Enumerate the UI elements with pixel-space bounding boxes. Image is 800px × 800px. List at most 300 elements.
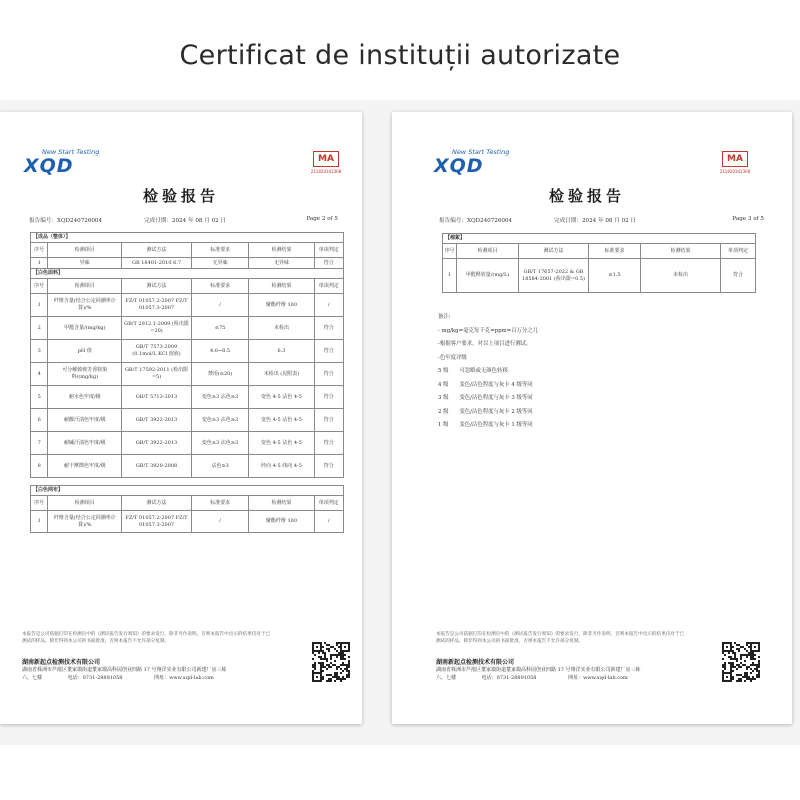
qr-module: [732, 678, 734, 680]
qr-module: [326, 648, 328, 650]
qr-module: [312, 672, 314, 674]
qr-module: [722, 664, 724, 666]
qr-module: [756, 674, 758, 676]
address-line: [436, 675, 641, 683]
qr-module: [330, 658, 332, 660]
qr-module: [326, 674, 328, 676]
qr-module: [756, 670, 758, 672]
table-cell: 聚酯纤维 100: [249, 294, 314, 317]
qr-module: [320, 674, 322, 676]
qr-module: [340, 650, 342, 652]
qr-module: [336, 642, 338, 644]
qr-module: [338, 642, 340, 644]
qr-module: [724, 650, 726, 652]
qr-module: [318, 642, 320, 644]
table-cell: 经向 4-5 纬向 4-5: [249, 455, 314, 478]
qr-module: [320, 676, 322, 678]
qr-module: [754, 658, 756, 660]
table-row: [31, 409, 344, 432]
qr-module: [744, 680, 746, 682]
table-cell: /: [314, 511, 343, 533]
qr-module: [756, 668, 758, 670]
table-cell: 3: [31, 340, 48, 363]
qr-module: [320, 670, 322, 672]
qr-module: [336, 674, 338, 676]
qr-module: [346, 670, 348, 672]
report-number: 报告编号：XQD240726004: [29, 218, 103, 224]
qr-module: [730, 646, 732, 648]
qr-module: [750, 646, 752, 648]
qr-module: [722, 658, 724, 660]
qr-module: [312, 678, 314, 680]
qr-module: [342, 652, 344, 654]
column-header: 检测项目: [48, 279, 122, 294]
logo-tagline: New Start Testing: [42, 148, 100, 156]
qr-module: [748, 646, 750, 648]
qr-module: [348, 642, 350, 644]
table-cell: 变色≥3 沾色≥3: [191, 409, 249, 432]
qr-module: [722, 670, 724, 672]
qr-module: [740, 656, 742, 658]
qr-module: [750, 642, 752, 644]
qr-module: [320, 646, 322, 648]
qr-module: [334, 660, 336, 662]
note-line: 4 级 变色/沾色程度与灰卡 4 级等同: [438, 381, 533, 388]
report-page-2: [0, 112, 362, 724]
qr-module: [340, 672, 342, 674]
table-cell: /: [314, 294, 343, 317]
qr-module: [738, 644, 740, 646]
qr-module: [334, 648, 336, 650]
qr-module: [734, 652, 736, 654]
qr-module: [320, 664, 322, 666]
qr-module: [744, 648, 746, 650]
qr-module: [330, 674, 332, 676]
qr-module: [730, 680, 732, 682]
qr-module: [336, 650, 338, 652]
qr-module: [348, 676, 350, 678]
qr-module: [338, 646, 340, 648]
qr-module: [348, 650, 350, 652]
report-number: 报告编号：XQD240726004: [439, 218, 513, 224]
table-row: [31, 294, 344, 317]
qr-module: [338, 676, 340, 678]
qr-module: [326, 680, 328, 682]
qr-module: [316, 672, 318, 674]
header-row: [31, 279, 344, 294]
company-name: 湖南新起点检测技术有限公司: [22, 659, 101, 666]
qr-module: [324, 654, 326, 656]
qr-module: [312, 648, 314, 650]
qr-module: [348, 646, 350, 648]
qr-module: [320, 642, 322, 644]
qr-module: [348, 670, 350, 672]
table-cell: ≤1.5: [589, 259, 641, 293]
qr-module: [730, 664, 732, 666]
qr-module: [750, 678, 752, 680]
qr-module: [732, 664, 734, 666]
qr-module: [724, 664, 726, 666]
qr-code-icon: [312, 642, 350, 682]
qr-module: [754, 654, 756, 656]
qr-module: [344, 642, 346, 644]
qr-module: [724, 680, 726, 682]
qr-module: [334, 672, 336, 674]
qr-module: [322, 678, 324, 680]
note-line: 1 级 变色/沾色程度与灰卡 1 级等同: [438, 422, 533, 428]
qr-module: [752, 678, 754, 680]
footer-disclaimer: [436, 632, 684, 645]
spacer-row: [31, 478, 344, 486]
qr-module: [728, 642, 730, 644]
qr-module: [748, 666, 750, 668]
qr-module: [330, 654, 332, 656]
qr-module: [346, 676, 348, 678]
qr-module: [346, 650, 348, 652]
qr-module: [738, 674, 740, 676]
section-title-row: [31, 486, 344, 496]
qr-module: [346, 666, 348, 668]
column-header: 检测项目: [48, 496, 122, 511]
qr-code-icon: [722, 642, 760, 682]
table-cell: 2: [31, 317, 48, 340]
qr-module: [742, 676, 744, 678]
table-cell: 符合: [314, 432, 343, 455]
qr-module: [740, 678, 742, 680]
column-header: 标准要求: [191, 243, 249, 258]
table-cell: 符合: [314, 258, 343, 269]
table-cell: GB/T 3922-2013: [122, 409, 192, 432]
qr-module: [336, 656, 338, 658]
column-header: 单项判定: [314, 496, 343, 511]
qr-module: [322, 658, 324, 660]
company-address: [22, 667, 227, 683]
qr-module: [756, 650, 758, 652]
qr-module: [328, 664, 330, 666]
page-number: Page 3 of 5: [732, 216, 764, 222]
qr-module: [736, 644, 738, 646]
table-cell: 甲醛释放量/(mg/L): [457, 259, 519, 293]
table-cell: GB/T 3922-2013: [122, 432, 192, 455]
column-header: 检测结果: [641, 244, 721, 259]
qr-module: [334, 664, 336, 666]
qr-module: [746, 674, 748, 676]
page-number: Page 2 of 5: [306, 216, 338, 222]
qr-module: [312, 658, 314, 660]
qr-module: [342, 654, 344, 656]
qr-module: [324, 666, 326, 668]
qr-module: [348, 672, 350, 674]
qr-module: [324, 652, 326, 654]
qr-module: [336, 666, 338, 668]
note-line: 5 级 可忽略或无颜色转移: [438, 368, 508, 374]
qr-module: [332, 676, 334, 678]
qr-module: [722, 676, 724, 678]
qr-module: [722, 672, 724, 674]
qr-module: [318, 652, 320, 654]
qr-module: [746, 676, 748, 678]
qr-module: [312, 644, 314, 646]
header-row: [31, 496, 344, 511]
qr-module: [728, 680, 730, 682]
qr-module: [346, 642, 348, 644]
qr-module: [330, 678, 332, 680]
xqd-logo: [434, 148, 519, 176]
disclaimer-line: 本报告是公司依据打印在检测页中的《测试报告发行须知》的要求发行，除非另作说明，否则本报告中出示的结果仅对于已: [436, 632, 685, 637]
qr-module: [726, 642, 728, 644]
footer-disclaimer: [22, 632, 270, 645]
qr-module: [326, 660, 328, 662]
note-line: - mg/kg=毫克每千克=ppm=百万分之几: [438, 327, 539, 334]
table-cell: 耐水色牢度/级: [48, 386, 122, 409]
qr-module: [344, 646, 346, 648]
table-row: [31, 258, 344, 269]
qr-module: [326, 664, 328, 666]
qr-module: [758, 676, 760, 678]
qr-module: [730, 656, 732, 658]
qr-module: [322, 676, 324, 678]
qr-module: [746, 656, 748, 658]
qr-module: [748, 654, 750, 656]
qr-module: [750, 656, 752, 658]
qr-module: [752, 652, 754, 654]
header-row: [443, 244, 756, 259]
qr-module: [316, 680, 318, 682]
qr-module: [348, 666, 350, 668]
qr-module: [736, 660, 738, 662]
report-table: [30, 232, 344, 533]
qr-module: [344, 668, 346, 670]
qr-module: [348, 648, 350, 650]
qr-module: [336, 668, 338, 670]
qr-module: [758, 670, 760, 672]
table-cell: 变色 4-5 沾色 4-5: [249, 409, 314, 432]
qr-module: [730, 658, 732, 660]
qr-module: [320, 668, 322, 670]
qr-module: [328, 644, 330, 646]
qr-module: [342, 676, 344, 678]
column-header: 检测结果: [249, 496, 314, 511]
qr-module: [740, 646, 742, 648]
qr-module: [348, 664, 350, 666]
qr-module: [312, 642, 314, 644]
note-line: -色牢度评级: [438, 354, 467, 361]
qr-module: [726, 650, 728, 652]
qr-module: [730, 670, 732, 672]
qr-module: [754, 650, 756, 652]
qr-module: [744, 676, 746, 678]
qr-module: [730, 676, 732, 678]
table-cell: 沾色≥3: [191, 455, 249, 478]
section-title: 【成品（整体）】: [31, 233, 344, 243]
column-header: 测试方法: [122, 496, 192, 511]
qr-module: [318, 650, 320, 652]
qr-module: [338, 666, 340, 668]
qr-module: [722, 666, 724, 668]
qr-module: [730, 666, 732, 668]
table-cell: 纤维含量(结合公定回潮率计算)/%: [48, 294, 122, 317]
qr-module: [328, 650, 330, 652]
qr-module: [318, 662, 320, 664]
qr-module: [348, 656, 350, 658]
column-header: 序号: [31, 496, 48, 511]
qr-module: [728, 650, 730, 652]
qr-module: [340, 680, 342, 682]
qr-module: [334, 676, 336, 678]
qr-module: [312, 666, 314, 668]
qr-module: [740, 658, 742, 660]
qr-module: [722, 648, 724, 650]
qr-module: [340, 648, 342, 650]
qr-module: [736, 674, 738, 676]
qr-module: [758, 656, 760, 658]
qr-module: [724, 654, 726, 656]
qr-module: [340, 656, 342, 658]
qr-module: [340, 668, 342, 670]
qr-module: [752, 650, 754, 652]
table-cell: 1: [443, 259, 457, 293]
qr-module: [328, 666, 330, 668]
column-header: 标准要求: [191, 496, 249, 511]
qr-module: [758, 642, 760, 644]
qr-module: [744, 664, 746, 666]
qr-module: [750, 672, 752, 674]
qr-module: [342, 662, 344, 664]
qr-module: [340, 654, 342, 656]
table-row: [31, 511, 344, 533]
cma-number: 211820342368: [719, 169, 751, 174]
note-line: 3 级 变色/沾色程度与灰卡 3 级等同: [438, 395, 533, 401]
qr-module: [758, 648, 760, 650]
table-cell: 可分解致癌芳香胺染料/(mg/kg): [48, 363, 122, 386]
qr-module: [758, 650, 760, 652]
report-page-3: [392, 112, 792, 724]
qr-module: [318, 672, 320, 674]
table-cell: 符合: [314, 340, 343, 363]
qr-module: [724, 642, 726, 644]
company-address: [436, 667, 641, 683]
qr-module: [344, 658, 346, 660]
qr-module: [340, 658, 342, 660]
qr-module: [758, 664, 760, 666]
qr-module: [344, 650, 346, 652]
qr-module: [744, 654, 746, 656]
qr-module: [750, 658, 752, 660]
column-header: 标准要求: [191, 279, 249, 294]
qr-module: [750, 664, 752, 666]
table-cell: GB/T 2912.1-2009 (检出限=20): [122, 317, 192, 340]
qr-module: [752, 670, 754, 672]
section-title-row: [31, 233, 344, 243]
qr-module: [330, 656, 332, 658]
cma-number: 211820342368: [310, 169, 342, 174]
address-line: 湖南省株洲市芦淞区董家塅街道董家塅高科园创业四路 17 号翔洋实业有限公司新建厂房三栋: [22, 667, 227, 673]
qr-module: [312, 664, 314, 666]
qr-module: [316, 676, 318, 678]
table-cell: GB 18401-2010 6.7: [122, 258, 192, 269]
qr-module: [754, 668, 756, 670]
qr-module: [724, 666, 726, 668]
qr-module: [322, 664, 324, 666]
page-heading: Certificat de instituții autorizate: [179, 40, 621, 71]
qr-module: [722, 674, 724, 676]
qr-module: [738, 680, 740, 682]
qr-module: [730, 672, 732, 674]
qr-module: [752, 658, 754, 660]
qr-module: [722, 646, 724, 648]
qr-module: [756, 676, 758, 678]
qr-module: [326, 644, 328, 646]
qr-module: [742, 654, 744, 656]
column-header: 单项判定: [721, 244, 756, 259]
table-cell: /: [191, 511, 249, 533]
table-cell: 变色 4-5 沾色 4-5: [249, 386, 314, 409]
table-cell: 6.3: [249, 340, 314, 363]
qr-module: [348, 644, 350, 646]
qr-module: [340, 652, 342, 654]
qr-module: [750, 652, 752, 654]
qr-module: [344, 678, 346, 680]
qr-module: [314, 680, 316, 682]
qr-module: [724, 672, 726, 674]
qr-module: [734, 658, 736, 660]
section-title-row: [443, 234, 756, 244]
qr-module: [312, 676, 314, 678]
qr-module: [348, 674, 350, 676]
qr-module: [336, 644, 338, 646]
qr-module: [340, 678, 342, 680]
table-cell: 无异味: [249, 258, 314, 269]
qr-module: [322, 652, 324, 654]
qr-module: [312, 680, 314, 682]
logo-tagline: New Start Testing: [452, 148, 510, 156]
qr-module: [348, 662, 350, 664]
qr-module: [756, 666, 758, 668]
qr-module: [738, 666, 740, 668]
qr-module: [726, 672, 728, 674]
qr-module: [320, 650, 322, 652]
qr-module: [758, 672, 760, 674]
table-cell: FZ/T 01057.2-2007 FZ/T 01057.3-2007: [122, 511, 192, 533]
qr-module: [346, 674, 348, 676]
qr-module: [320, 658, 322, 660]
qr-module: [314, 664, 316, 666]
qr-module: [324, 658, 326, 660]
qr-module: [326, 668, 328, 670]
header-row: [31, 243, 344, 258]
qr-module: [740, 662, 742, 664]
phone: 电话：0731-28891058: [67, 674, 123, 681]
qr-module: [758, 660, 760, 662]
disclaimer-line: 测试的样品。除非得到本公司的书面批准，否则本报告不允许部分复制。: [436, 638, 584, 644]
qr-module: [320, 666, 322, 668]
qr-module: [750, 644, 752, 646]
column-header: 单项判定: [314, 279, 343, 294]
qr-module: [722, 642, 724, 644]
qr-module: [746, 672, 748, 674]
table-cell: GB/T 7573-2009 (0.1mol/L KCl 溶液): [122, 340, 192, 363]
table-cell: 8: [31, 455, 48, 478]
qr-module: [726, 646, 728, 648]
qr-module: [742, 646, 744, 648]
qr-module: [734, 642, 736, 644]
table-row: [31, 363, 344, 386]
qr-module: [320, 662, 322, 664]
qr-module: [730, 674, 732, 676]
qr-module: [328, 680, 330, 682]
section-title: 【白色面料】: [31, 269, 344, 279]
qr-module: [728, 656, 730, 658]
